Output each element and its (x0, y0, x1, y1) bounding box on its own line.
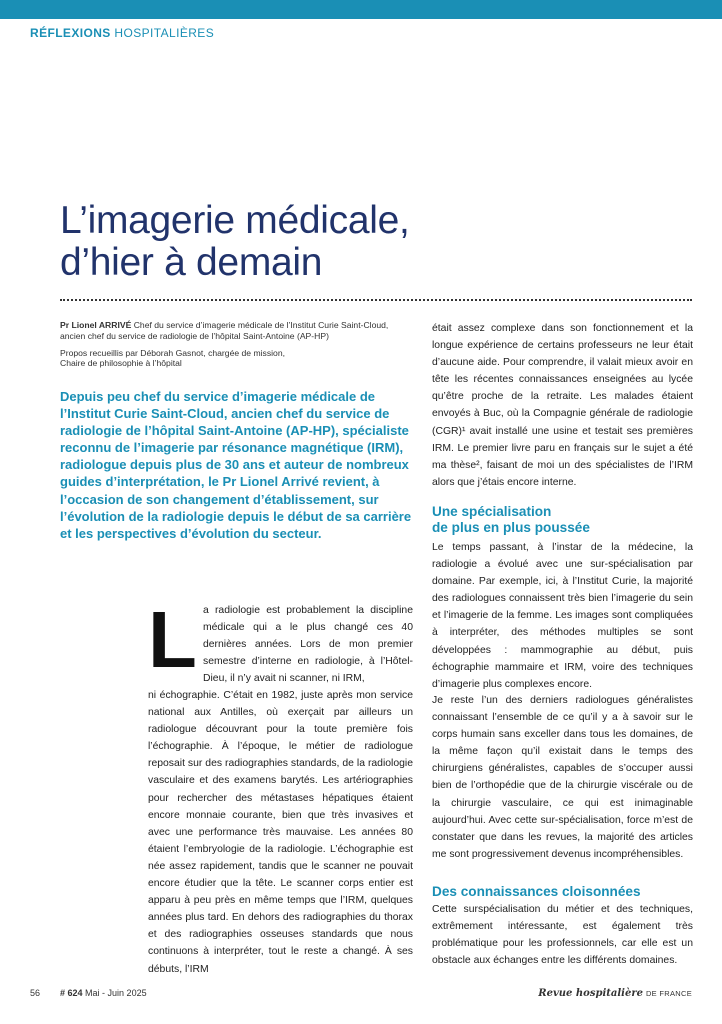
interviewer-line-1: Propos recueillis par Déborah Gasnot, chargée de mission, (60, 347, 285, 358)
body-paragraph: était assez complexe dans son fonctionnement et la longue expérience de certains professeurs ne leur était d’aucune aide. Pour comprendre, il valait mieux avoir en tête les récentes connaissances enseignées au lycée qu’être proche de la retraite. Les malades étaient envoyés à Buc, où la Compagnie générale de radiologie (CGR)¹ avait installé une usine et testait ses premières IRM. Le premier livre paru en français sur le sujet a été ma thèse², faisant de moi un des spécialistes de l’IRM alors que j’étais encore interne. (432, 323, 693, 488)
section-label-bold: RÉFLEXIONS (30, 26, 111, 40)
section-header (30, 26, 214, 40)
body-paragraph: Le temps passant, à l’instar de la médecine, la radiologie a évolué avec une sur-spécialisation par domaine. Par exemple, ici, à l’Institut Curie, la majorité des radiologues connaissent très bien l’imagerie du sein et l’imagerie de la femme. Les images sont compliquées à interpréter, des méthodes multiples se sont développées : mammographie au début, puis échographie mammaire et IRM, voire des techniques d’imagerie plus complexes encore. (432, 542, 693, 690)
issue-number: # 624 (60, 988, 83, 998)
title-line-2: d’hier à demain (60, 241, 323, 284)
title-line-1: L’imagerie médicale, (60, 199, 410, 242)
subheading-connaissances (432, 884, 693, 900)
title-divider (60, 299, 692, 301)
column1-intro: a radiologie est probablement la discipline médicale qui a le plus changé ces 40 dernières années. Lors de mon premier semestre d’interne en radiologie, à l’Hôtel-Dieu, il n’y avait ni scanner, ni IRM, (203, 605, 413, 685)
subheading-specialisation (432, 504, 693, 536)
byline (60, 320, 400, 375)
column1-body: ni échographie. C’était en 1982, juste après mon service national aux Antilles, où exerçait par ailleurs un radiologue découvrant pour la toute première fois l’échographie. À l’époque, le métier de radiologue reposait sur des radiographies standards, de la radiologie vasculaire et des examens barytés. Les artériographies pour rechercher des métastases hépatiques étaient encore monnaie courante, bien que très invasives et avec une performance très mauvaise. Les années 80 étaient l’embryologie de la radiologie. L’échographie est née assez rapidement, tandis que le scanner ne pouvait encore étudier que la tête. Le scanner corps entier est apparu à peu près en même temps que l’IRM, quelques années plus tard. En dehors des radiographies du thorax et des radiographies osseuses standards que nous continuons à interpréter, tout le reste a changé. À ses débuts, l’IRM (148, 690, 413, 975)
page-number: 56 (30, 988, 41, 998)
article-title (60, 200, 410, 284)
issue-date: Mai - Juin 2025 (85, 988, 147, 998)
interviewer-line-2: Chaire de philosophie à l’hôpital (60, 358, 182, 369)
column2-paragraph-1 (432, 320, 693, 491)
lead-paragraph: Depuis peu chef du service d’imagerie médicale de l’Institut Curie Saint-Cloud, ancien chef du service de radiologie de l’hôpital Saint-Antoine (AP-HP), spécialiste reconnu de l’imagerie par résonance magnétique (IRM), radiologue depuis plus de 30 ans et auteur de nombreux guides d’interprétation, le Pr Lionel Arrivé revient, à l’occasion de son changement d’établissement, sur l’évolution de la radiologie depuis le début de sa carrière et les perspectives d’évolution du secteur. (60, 389, 412, 541)
top-color-bar (0, 0, 722, 19)
column2-paragraph-2 (432, 539, 693, 693)
drop-cap: L (148, 595, 197, 684)
author-credit (60, 320, 400, 342)
journal-title: Revue hospitalière (538, 988, 643, 999)
subheading-text (432, 504, 693, 536)
column2-paragraph-3 (432, 692, 693, 863)
author-name: Pr Lionel ARRIVÉ (60, 320, 132, 330)
body-paragraph: Je reste l’un des derniers radiologues généralistes connaissant l’ensemble de ce qu’il y a à savoir sur le corps humain sans exceller dans tous les domaines, de la même façon qu’il existait dans le temps des chirurgiens généralistes, capables de s’occuper aussi bien de l’orthopédie que de la chirurgie viscérale ou de la chirurgie vasculaire, ce qui est inimaginable aujourd’hui. Avec cette sur-spécialisation, force m’est de constater que dans les revues, la majorité des articles me sont progressivement devenus incompréhensibles. (432, 695, 693, 860)
subheading-2: Des connaissances cloisonnées (432, 884, 641, 899)
interviewer-credit (60, 348, 400, 370)
body-paragraph: Cette surspécialisation du métier et des techniques, extrêmement intéressante, est également très problématique pour les professionnels, car elle est un obstacle aux échanges entre les différents domaines. (432, 904, 693, 967)
subheading-1-line-1: Une spécialisation (432, 504, 552, 519)
subheading-1-line-2: de plus en plus poussée (432, 520, 590, 535)
issue-info (60, 988, 147, 998)
journal-name (538, 988, 692, 999)
column2-paragraph-4 (432, 901, 693, 969)
journal-suffix: DE FRANCE (645, 989, 692, 998)
author-role: Chef du service d’imagerie médicale de l’Institut Curie Saint-Cloud, ancien chef du service de radiologie de l’hôpital Saint-Antoine (AP-HP) (60, 320, 389, 341)
section-label-rest: HOSPITALIÈRES (114, 26, 215, 40)
